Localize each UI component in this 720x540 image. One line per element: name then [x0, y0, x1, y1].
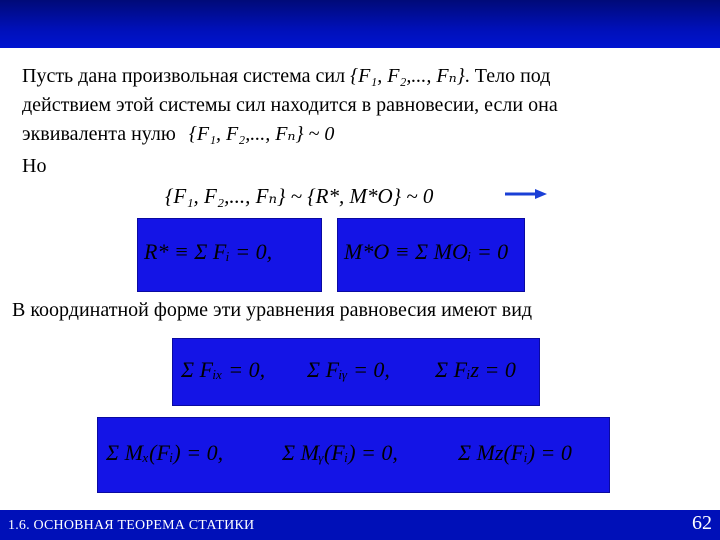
force-y-equation: Σ Fᵢᵧ = 0, [307, 357, 390, 382]
footer-title: 1.6. ОСНОВНАЯ ТЕОРЕМА СТАТИКИ [8, 518, 255, 533]
force-projection-equations-box [172, 338, 540, 406]
resultant-equation: R* ≡ Σ Fᵢ = 0, [144, 239, 273, 264]
zero-equivalence-formula: {F₁, F₂,..., Fₙ} ~ 0 [188, 123, 335, 145]
moment-y-equation: Σ Mᵧ(Fᵢ) = 0, [282, 440, 398, 465]
moment-z-equation: Σ Mz(Fᵢ) = 0 [458, 440, 572, 465]
arrow-right-icon [505, 188, 547, 200]
resultant-equation-box [137, 218, 322, 292]
coordinate-form-line: В координатной форме эти уравнения равновесия имеют вид [12, 299, 533, 321]
force-x-equation: Σ Fᵢₓ = 0, [181, 357, 266, 382]
paragraph-line-4: Но [22, 155, 47, 177]
paragraph-line-1: Пусть дана произвольная система сил {F₁, F₂,..., Fₙ}. Тело под [22, 65, 551, 87]
top-bar [0, 0, 720, 48]
moment-projection-equations-box [97, 417, 610, 493]
force-set-formula: {F₁, F₂,..., Fₙ} [350, 65, 465, 87]
paragraph-line-3: эквивалента нулю {F₁, F₂,..., Fₙ} ~ 0 [22, 123, 335, 145]
moment-equation: M*O ≡ Σ MOᵢ = 0 [344, 239, 509, 264]
page-number: 62 [692, 512, 712, 534]
reduction-formula: {F₁, F₂,..., Fₙ} ~ {R*, M*O} ~ 0 [165, 184, 434, 208]
force-z-equation: Σ Fᵢz = 0 [435, 357, 516, 382]
moment-x-equation: Σ Mₓ(Fᵢ) = 0, [106, 440, 224, 465]
moment-equation-box [337, 218, 525, 292]
paragraph-line-2: действием этой системы сил находится в равновесии, если она [22, 94, 558, 116]
